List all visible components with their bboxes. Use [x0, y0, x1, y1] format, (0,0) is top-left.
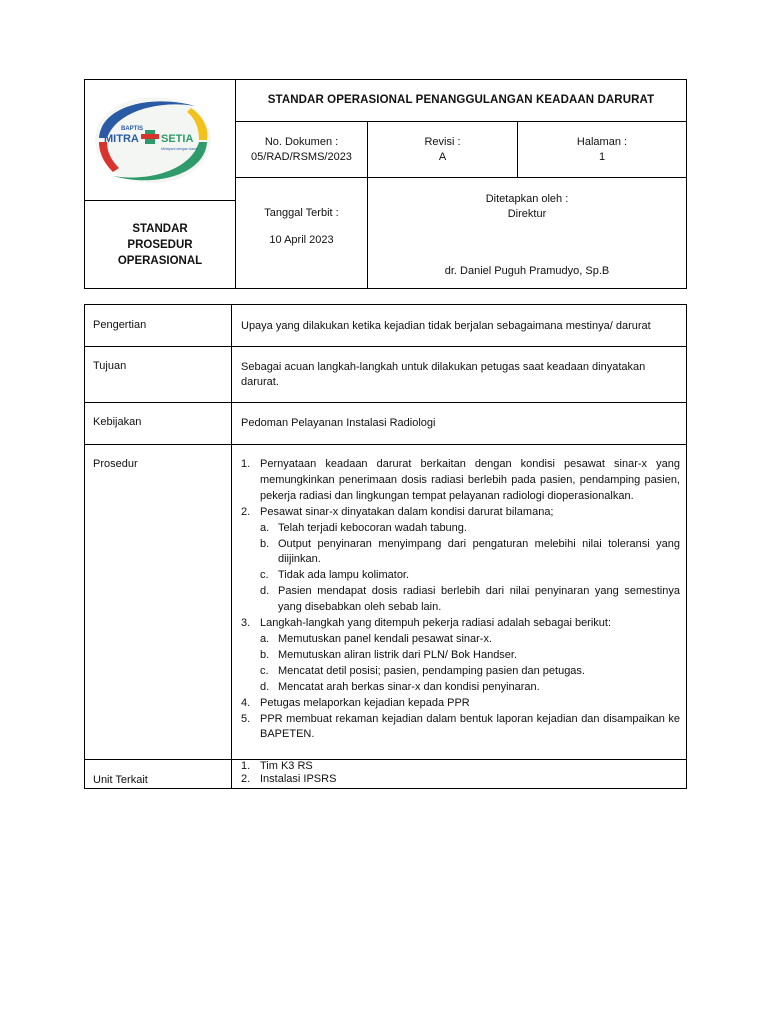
logo-tagline: Melayani dengan kasih: [161, 147, 198, 151]
sub-letter: b.: [260, 537, 270, 550]
doc-number-cell: [236, 122, 367, 177]
sub-text: Telah terjadi kebocoran wadah tabung.: [278, 521, 467, 534]
sub-text: Memutuskan aliran listrik dari PLN/ Bok Handser.: [278, 648, 518, 661]
sub-text: Memutuskan panel kendali pesawat sinar-x.: [278, 632, 493, 645]
divider: [85, 402, 686, 403]
page-cell: [518, 122, 686, 177]
sub-item: [260, 584, 680, 616]
item-text: Tim K3 RS: [260, 760, 313, 772]
approval-cell: [368, 178, 686, 288]
sub-item: [260, 568, 680, 584]
tujuan-label: Tujuan: [93, 360, 127, 372]
revision-cell: [368, 122, 517, 177]
approved-label: Ditetapkan oleh :: [485, 193, 569, 205]
sub-item: [260, 648, 680, 664]
sub-item: [260, 521, 680, 537]
logo-cross-bar: [141, 134, 159, 139]
sub-letter: a.: [260, 521, 270, 534]
sub-text: Mencatat arah berkas sinar-x dan kondisi penyinaran.: [278, 680, 540, 693]
sub-text: Pasien mendapat dosis radiasi berlebih dari nilai penyinaran yang semestinya yang disebabkan oleh sebab lain.: [278, 585, 680, 614]
unit-terkait-label: Unit Terkait: [93, 774, 148, 786]
item-number: 4.: [241, 696, 251, 709]
item-number: 5.: [241, 712, 251, 725]
sop-line: STANDAR: [132, 222, 188, 235]
list-item: [241, 505, 680, 616]
item-number: 1.: [241, 760, 251, 772]
prosedur-label: Prosedur: [93, 458, 138, 470]
item-number: 2.: [241, 505, 251, 518]
sub-letter: a.: [260, 632, 270, 645]
sub-letter: b.: [260, 648, 270, 661]
sop-line: OPERASIONAL: [117, 254, 203, 267]
list-item: [241, 696, 680, 712]
divider: [85, 444, 686, 445]
sub-text: Mencatat detil posisi; pasien, pendamping pasien dan petugas.: [278, 664, 585, 677]
tujuan-text: Sebagai acuan langkah-langkah untuk dilakukan petugas saat keadaan dinyatakan darurat.: [241, 361, 646, 388]
item-text: Pernyataan keadaan darurat berkaitan dengan kondisi pesawat sinar-x yang memungkinkan penerimaan dosis radiasi berlebih pada pasien, pendamping pasien, pekerja radiasi dan lingkungan tempat pelayanan radiologi dioperasionalkan.: [260, 458, 680, 502]
item-number: 1.: [241, 458, 251, 470]
sub-text: Tidak ada lampu kolimator.: [278, 569, 410, 582]
logo-word-right: SETIA: [161, 133, 194, 145]
item-text: Pesawat sinar-x dinyatakan dalam kondisi darurat bilamana;: [260, 505, 554, 518]
doc-number-value: 05/RAD/RSMS/2023: [251, 150, 352, 163]
sub-letter: c.: [260, 569, 269, 582]
unit-terkait-list: [241, 760, 681, 786]
divider: [85, 346, 686, 347]
kebijakan-label: Kebijakan: [93, 416, 142, 428]
item-text: Langkah-langkah yang ditempuh pekerja radiasi adalah sebagai berikut:: [260, 617, 612, 630]
sub-item: [260, 537, 680, 569]
sub-letter: c.: [260, 664, 269, 677]
list-item: [241, 760, 681, 773]
procedure-table: [84, 304, 687, 789]
sub-letter: d.: [260, 680, 270, 693]
revision-value: A: [438, 150, 447, 163]
prosedur-list: [241, 457, 680, 743]
list-item: [241, 616, 680, 696]
issued-date: 10 April 2023: [269, 234, 334, 246]
header-table: [84, 79, 687, 289]
sub-letter: d.: [260, 585, 270, 598]
item-text: Petugas melaporkan kejadian kepada PPR: [260, 696, 470, 709]
revision-label: Revisi :: [424, 135, 461, 148]
sop-label: [85, 201, 235, 288]
pengertian-label: Pengertian: [93, 319, 147, 331]
document-title: STANDAR OPERASIONAL PENANGGULANGAN KEADAAN DARURAT: [267, 94, 655, 106]
item-number: 2.: [241, 773, 251, 785]
item-number: 3.: [241, 617, 251, 630]
logo-word-left: MITRA: [104, 133, 139, 145]
pengertian-text: Upaya yang dilakukan ketika kejadian tidak berjalan sebagaimana mestinya/ darurat: [241, 320, 651, 332]
page-label: Halaman :: [576, 135, 628, 148]
sop-line: PROSEDUR: [127, 238, 193, 251]
page-value: 1: [598, 150, 606, 163]
divider: [231, 305, 232, 788]
list-item: [241, 457, 680, 505]
logo-word-top: BAPTIS: [121, 126, 144, 132]
approved-role: Direktur: [507, 208, 547, 220]
approved-name: dr. Daniel Puguh Pramudyo, Sp.B: [444, 265, 610, 277]
item-text: Instalasi IPSRS: [260, 773, 337, 785]
list-item: [241, 712, 680, 744]
sub-text: Output penyinaran menyimpang dari pengaturan melebihi nilai toleransi yang diijinkan.: [278, 537, 680, 566]
issued-label: Tanggal Terbit :: [264, 207, 339, 219]
sub-item: [260, 664, 680, 680]
doc-number-label: No. Dokumen :: [264, 135, 339, 148]
list-item: [241, 773, 681, 786]
issued-cell: [236, 178, 367, 288]
kebijakan-text: Pedoman Pelayanan Instalasi Radiologi: [241, 417, 436, 429]
sub-item: [260, 632, 680, 648]
hospital-logo: [91, 92, 215, 188]
sub-item: [260, 680, 680, 696]
item-text: PPR membuat rekaman kejadian dalam bentuk laporan kejadian dan disampaikan ke BAPETEN.: [260, 712, 680, 741]
